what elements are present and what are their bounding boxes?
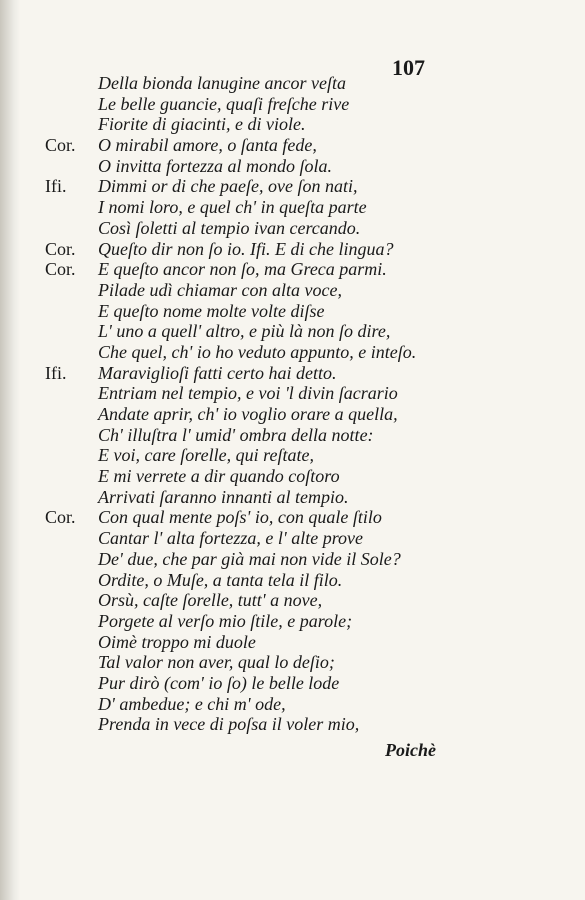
- verse-text: Oimè troppo mi duole: [98, 631, 256, 652]
- verse-line: [0, 73, 585, 94]
- verse-line: [0, 176, 585, 197]
- verse-line: [0, 549, 585, 570]
- verse-text: Porgete al verſo mio ſtile, e parole;: [98, 610, 353, 631]
- verse-text: Maraviglioſi fatti certo hai detto.: [98, 362, 337, 383]
- verse-line: [0, 363, 585, 384]
- page-number: 107: [392, 55, 425, 80]
- speaker-label: Cor.: [45, 135, 76, 156]
- verse-text: Della bionda lanugine ancor veſta: [98, 73, 346, 93]
- verse-text: Entriam nel tempio, e voi 'l divin ſacrario: [98, 383, 398, 404]
- verse-line: [0, 280, 585, 301]
- verse-text: I nomi loro, e quel ch' in queſta parte: [98, 197, 367, 218]
- verse-line: [0, 156, 585, 177]
- verse-line: [0, 259, 585, 280]
- verse-line: [0, 694, 585, 715]
- verse-text: Andate aprir, ch' io voglio orare a quella,: [98, 404, 398, 424]
- verse-text: O invitta fortezza al mondo ſola.: [98, 155, 332, 176]
- verse-line: [0, 466, 585, 487]
- verse-text: Con qual mente poſs' io, con quale ſtilo: [98, 507, 382, 528]
- verse-line: [0, 218, 585, 239]
- verse-text: Fiorite di giacinti, e di viole.: [98, 114, 306, 135]
- verse-text: Orsù, caſte ſorelle, tutt' a nove,: [98, 590, 323, 611]
- speaker-label: Cor.: [45, 507, 76, 528]
- verse-line: [0, 632, 585, 653]
- speaker-label: Cor.: [45, 238, 76, 259]
- speaker-label: Ifi.: [45, 362, 67, 383]
- verse-line: [0, 301, 585, 322]
- verse-line: [0, 94, 585, 115]
- verse-text: E queſto ancor non ſo, ma Greca parmi.: [98, 259, 387, 280]
- verse-line: [0, 342, 585, 363]
- verse-text: Pur dirò (com' io ſo) le belle lode: [98, 672, 340, 693]
- speaker-label: Cor.: [45, 259, 76, 280]
- verse-text: E queſto nome molte volte diſse: [98, 300, 325, 321]
- verse-line: [0, 425, 585, 446]
- verse-line: [0, 611, 585, 632]
- verse-text: Queſto dir non ſo io. Ifi. E di che lingua?: [98, 238, 394, 259]
- verse-line: [0, 383, 585, 404]
- verse-text: Dimmi or di che paeſe, ove ſon nati,: [98, 176, 358, 197]
- verse-line: [0, 528, 585, 549]
- verse-text: D' ambedue; e chi m' ode,: [98, 693, 286, 714]
- verse-line: [0, 114, 585, 135]
- verse-text: Pilade udì chiamar con alta voce,: [98, 279, 342, 300]
- verse-text: Così ſoletti al tempio ivan cercando.: [98, 217, 361, 238]
- verse-line: [0, 197, 585, 218]
- verse-text: O mirabil amore, o ſanta fede,: [98, 135, 317, 156]
- verse-line: [0, 570, 585, 591]
- verse-line: [0, 507, 585, 528]
- verse-text: Arrivati ſaranno innanti al tempio.: [98, 486, 349, 507]
- verse-line: [0, 404, 585, 425]
- verse-line: [0, 652, 585, 673]
- verse-text: Che quel, ch' io ho veduto appunto, e inteſo.: [98, 341, 417, 362]
- verse-line: [0, 321, 585, 342]
- verse-text: Ch' illuſtra l' umid' ombra della notte:: [98, 424, 374, 445]
- verse-text: Cantar l' alta fortezza, e l' alte prove: [98, 528, 364, 549]
- verse-line: [0, 239, 585, 260]
- verse-line: [0, 445, 585, 466]
- verse-text: Prenda in vece di poſsa il voler mio,: [98, 714, 360, 735]
- verse-text: Ordite, o Muſe, a tanta tela il filo.: [98, 569, 343, 590]
- verse-line: [0, 487, 585, 508]
- verse-text: L' uno a quell' altro, e più là non ſo dire,: [98, 321, 391, 342]
- verse-line: [0, 135, 585, 156]
- verse-line: [0, 590, 585, 611]
- verse-text: De' due, che par già mai non vide il Sole?: [98, 548, 401, 569]
- verse-text: Le belle guancie, quaſi freſche rive: [98, 93, 350, 114]
- speaker-label: Ifi.: [45, 176, 67, 197]
- verse-line: [0, 673, 585, 694]
- catchword: Poichè: [385, 740, 436, 760]
- verse-line: [0, 714, 585, 735]
- verse-block: [0, 73, 585, 735]
- verse-text: E voi, care ſorelle, qui reſtate,: [98, 445, 314, 466]
- verse-text: E mi verrete a dir quando coſtoro: [98, 466, 340, 487]
- verse-text: Tal valor non aver, qual lo deſio;: [98, 652, 335, 673]
